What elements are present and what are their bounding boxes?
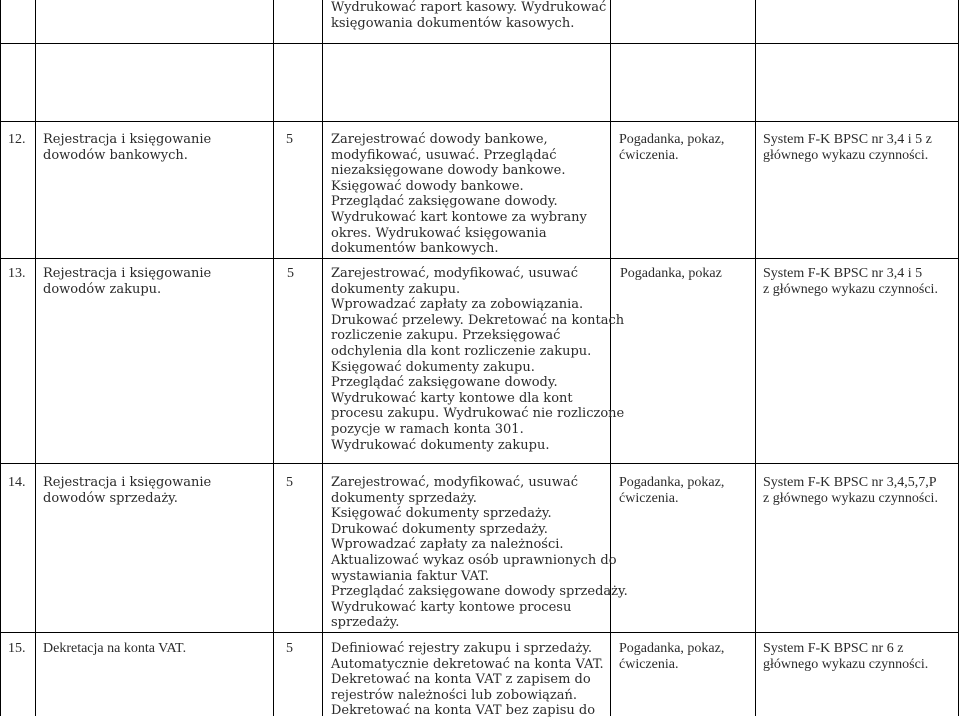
row-separator bbox=[0, 43, 959, 44]
row-13-number: 13. bbox=[8, 266, 26, 281]
row-12-means: System F-K BPSC nr 3,4 i 5 z głównego wykazu czynności. bbox=[763, 132, 932, 163]
row-12-topic: Rejestracja i księgowanie dowodów bankowych. bbox=[43, 132, 212, 163]
row-12-tasks: Zarejestrować dowody bankowe, modyfikować, usuwać. Przeglądać niezaksięgowane dowody bankowe. Księgować dowody bankowe. Przeglądać zaksięgowane dowody. Wydrukować kart kontowe za wybrany okres. Wydrukować księgowania dokumentów bankowych. bbox=[331, 132, 587, 257]
row-13-tasks: Zarejestrować, modyfikować, usuwać dokumenty zakupu. Wprowadzać zapłaty za zobowiązania. Drukować przelewy. Dekretować na kontach rozliczenie zakupu. Przeksięgować odchylenia dla kont rozliczenie zakupu. Księgować dokumenty zakupu. Przeglądać zaksięgowane dowody. Wydrukować karty kontowe dla kont procesu zakupu. Wydrukować nie rozliczone pozycje w ramach konta 301. Wydrukować dokumenty zakupu. bbox=[331, 266, 625, 453]
row-12-methods: Pogadanka, pokaz, ćwiczenia. bbox=[619, 132, 725, 163]
row-14-tasks: Zarejestrować, modyfikować, usuwać dokumenty sprzedaży. Księgować dokumenty sprzedaży. Drukować dokumenty sprzedaży. Wprowadzać zapłaty za należności. Aktualizować wykaz osób uprawnionych do wystawiania faktur VAT. Przeglądać zaksięgowane dowody sprzedaży. Wydrukować karty kontowe procesu sprzedaży. bbox=[331, 475, 628, 631]
table-border-col-1 bbox=[35, 0, 36, 716]
row-13-hours: 5 bbox=[287, 266, 294, 281]
row-15-number: 15. bbox=[8, 641, 26, 656]
row-13-topic: Rejestracja i księgowanie dowodów zakupu. bbox=[43, 266, 212, 297]
row-13-methods: Pogadanka, pokaz bbox=[620, 266, 722, 281]
previous-row-tasks: Wydrukować raport kasowy. Wydrukować księgowania dokumentów kasowych. bbox=[331, 0, 607, 31]
row-15-means: System F-K BPSC nr 6 z głównego wykazu czynności. bbox=[763, 641, 929, 672]
row-separator bbox=[0, 463, 959, 464]
row-12-hours: 5 bbox=[286, 132, 293, 147]
row-separator bbox=[0, 258, 959, 259]
row-15-topic: Dekretacja na konta VAT. bbox=[43, 641, 187, 656]
row-15-tasks: Definiować rejestry zakupu i sprzedaży. Automatycznie dekretować na konta VAT. Dekretować na konta VAT z zapisem do rejestrów należności lub zobowiązań. Dekretować na konta VAT bez zapisu do bbox=[331, 641, 604, 719]
row-15-hours: 5 bbox=[286, 641, 293, 656]
row-separator bbox=[0, 121, 959, 122]
row-separator bbox=[0, 632, 959, 633]
table-border-col-3 bbox=[322, 0, 323, 716]
table-border-col-2 bbox=[273, 0, 274, 716]
row-14-methods: Pogadanka, pokaz, ćwiczenia. bbox=[619, 475, 725, 506]
row-13-means: System F-K BPSC nr 3,4 i 5 z głównego wykazu czynności. bbox=[763, 266, 938, 297]
table-border-left bbox=[0, 0, 1, 716]
row-14-means: System F-K BPSC nr 3,4,5,7,P z głównego wykazu czynności. bbox=[763, 475, 938, 506]
table-border-col-5 bbox=[755, 0, 756, 716]
table-border-right bbox=[958, 0, 959, 716]
row-14-hours: 5 bbox=[286, 475, 293, 490]
row-12-number: 12. bbox=[8, 132, 26, 147]
row-14-topic: Rejestracja i księgowanie dowodów sprzedaży. bbox=[43, 475, 212, 506]
row-14-number: 14. bbox=[8, 475, 26, 490]
row-15-methods: Pogadanka, pokaz, ćwiczenia. bbox=[619, 641, 725, 672]
